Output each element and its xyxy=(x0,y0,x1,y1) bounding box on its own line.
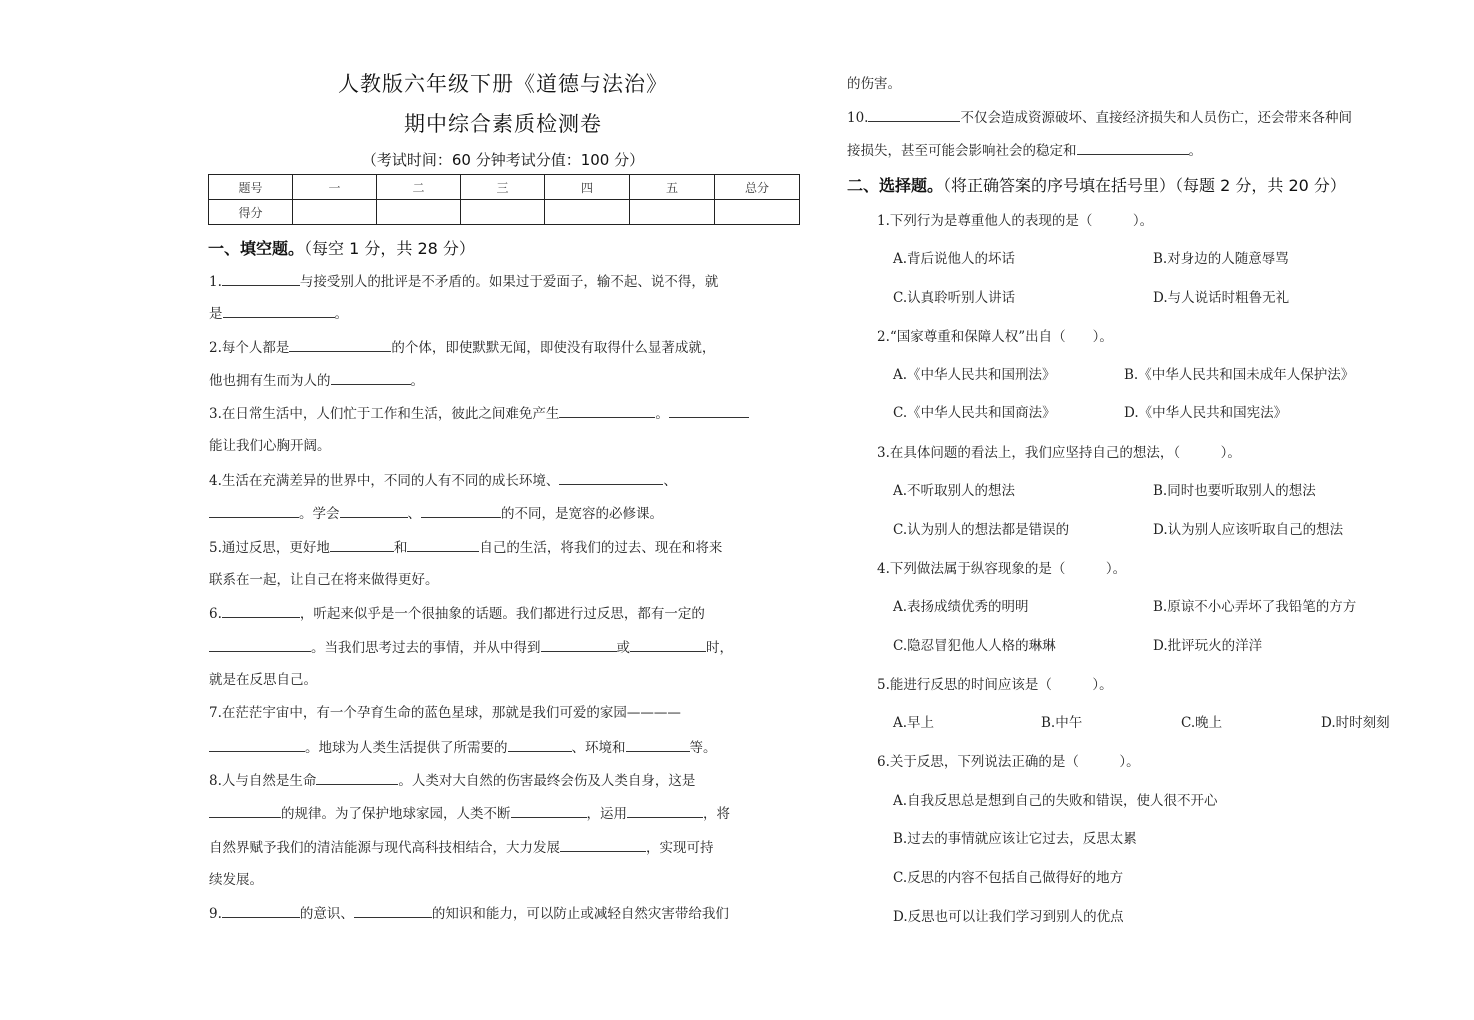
q10-line2 xyxy=(847,140,1202,161)
q6-text: 或 xyxy=(616,640,630,656)
q6-text: ，听起来似乎是一个很抽象的话题。我们都进行过反思，都有一定的 xyxy=(299,606,705,622)
mc-q6-option-b[interactable]: B.过去的事情就应该让它过去，反思太累 xyxy=(893,831,1137,847)
q8-text: 8.人与自然是生命 xyxy=(209,773,317,789)
q6-line1 xyxy=(209,603,799,624)
mc-q5-option-c[interactable]: C.晚上 xyxy=(1181,715,1223,731)
q8-blank-4[interactable] xyxy=(627,803,703,818)
q7-blank-3[interactable] xyxy=(626,737,690,752)
q6-blank-2[interactable] xyxy=(209,637,311,652)
q8-line3 xyxy=(209,837,799,858)
q8-text: 。人类对大自然的伤害最终会伤及人类自身，这是 xyxy=(398,773,696,789)
q8-text: ，运用 xyxy=(586,806,627,822)
q7-text: 7.在茫茫宇宙中，有一个孕育生命的蓝色星球，那就是我们可爱的家园———— xyxy=(209,705,681,721)
q5-blank-1[interactable] xyxy=(330,537,394,552)
q4-text: 的不同，是宽容的必修课。 xyxy=(501,506,663,522)
mc-q5-option-b[interactable]: B.中午 xyxy=(1041,715,1083,731)
q8-blank-1[interactable] xyxy=(316,770,398,785)
mc-q6-option-a[interactable]: A.自我反思总是想到自己的失败和错误，使人很不开心 xyxy=(893,793,1218,809)
q4-blank-1[interactable] xyxy=(559,470,663,485)
q8-text: 续发展。 xyxy=(209,872,263,888)
mc-q5-option-a[interactable]: A.早上 xyxy=(893,715,935,731)
q6-line3 xyxy=(209,670,799,690)
score-table xyxy=(208,174,800,225)
q7-line1 xyxy=(209,703,799,723)
q3-blank-2[interactable] xyxy=(669,403,749,418)
mc-q3-option-c[interactable]: C.认为别人的想法都是错误的 xyxy=(893,522,1070,538)
score-cell[interactable] xyxy=(630,200,715,225)
page-subtitle: 期中综合素质检测卷 xyxy=(404,112,602,136)
q8-line1 xyxy=(209,770,799,791)
mc-q3-option-b[interactable]: B.同时也要听取别人的想法 xyxy=(1153,483,1316,499)
q1-text: 与接受别人的批评是不矛盾的。如果过于爱面子，输不起、说不得，就 xyxy=(299,274,719,290)
score-header-cell: 三 xyxy=(461,175,545,200)
q8-blank-2[interactable] xyxy=(209,803,281,818)
q3-text: 能让我们心胸开阔。 xyxy=(209,438,331,454)
mc-q6-option-c[interactable]: C.反思的内容不包括自己做得好的地方 xyxy=(893,870,1124,886)
score-table-score-row xyxy=(209,200,800,225)
q2-blank-2[interactable] xyxy=(331,370,411,385)
section1-title: 一、填空题。 xyxy=(208,239,305,258)
score-header-cell: 总分 xyxy=(715,175,800,200)
mc-q1-option-d[interactable]: D.与人说话时粗鲁无礼 xyxy=(1153,290,1290,306)
q4-blank-4[interactable] xyxy=(421,503,501,518)
q5-text: 联系在一起，让自己在将来做得更好。 xyxy=(209,572,439,588)
mc-q4-option-b[interactable]: B.原谅不小心弄坏了我铅笔的方方 xyxy=(1153,599,1357,615)
q2-line2 xyxy=(209,370,799,391)
q6-line2 xyxy=(209,637,799,658)
score-header-cell: 四 xyxy=(545,175,630,200)
q1-text: 。 xyxy=(334,306,348,322)
q7-text: 等。 xyxy=(689,740,717,756)
section2-title: 二、选择题。 xyxy=(847,176,944,195)
q3-line2 xyxy=(209,436,799,456)
score-header-cell: 题号 xyxy=(209,175,293,200)
score-cell[interactable] xyxy=(377,200,461,225)
q4-text: 、 xyxy=(407,506,421,522)
q10-text: 。 xyxy=(1188,143,1202,159)
q6-blank-1[interactable] xyxy=(222,603,300,618)
q10-text: 接损失，甚至可能会影响社会的稳定和 xyxy=(847,143,1077,159)
q5-text: 和 xyxy=(393,540,408,556)
score-cell[interactable] xyxy=(545,200,630,225)
mc-q4-option-c[interactable]: C.隐忍冒犯他人人格的琳琳 xyxy=(893,638,1056,654)
q10-text: 不仅会造成资源破坏、直接经济损失和人员伤亡，还会带来各种间 xyxy=(960,110,1352,126)
section2-heading xyxy=(847,173,1346,196)
q2-text: 他也拥有生而为人的 xyxy=(209,373,331,389)
q8-blank-5[interactable] xyxy=(560,837,646,852)
q8-line4 xyxy=(209,870,799,890)
q1-blank-1[interactable] xyxy=(222,271,300,286)
q5-text: 5.通过反思，更好地 xyxy=(209,540,330,556)
q6-blank-4[interactable] xyxy=(630,637,706,652)
q10-line1 xyxy=(847,107,1352,128)
q6-text: 时， xyxy=(706,640,733,656)
score-cell[interactable] xyxy=(715,200,800,225)
q1-blank-2[interactable] xyxy=(223,303,335,318)
q5-blank-2[interactable] xyxy=(407,537,479,552)
q9-text: 的意识、 xyxy=(299,906,354,922)
q3-blank-1[interactable] xyxy=(559,403,655,418)
score-table-header-row xyxy=(209,175,800,200)
q6-text: 。当我们思考过去的事情，并从中得到 xyxy=(311,640,541,656)
q8-text: 自然界赋予我们的清洁能源与现代高科技相结合，大力发展 xyxy=(209,840,560,856)
score-header-cell: 一 xyxy=(293,175,377,200)
q6-text: 就是在反思自己。 xyxy=(209,672,317,688)
q9-blank-2[interactable] xyxy=(354,903,432,918)
q4-line2 xyxy=(209,503,799,524)
score-cell[interactable] xyxy=(293,200,377,225)
mc-q6-option-d[interactable]: D.反思也可以让我们学习到别人的优点 xyxy=(893,909,1124,925)
q1-line2 xyxy=(209,303,799,324)
q7-blank-1[interactable] xyxy=(209,737,305,752)
q9-text: 的伤害。 xyxy=(847,76,901,92)
q8-text: ，实现可持 xyxy=(646,840,714,856)
q5-line1 xyxy=(209,537,799,558)
mc-q6-stem: 6.关于反思，下列说法正确的是（ ）。 xyxy=(877,754,1140,770)
q7-text: 、环境和 xyxy=(571,740,626,756)
q2-blank-1[interactable] xyxy=(289,337,391,352)
score-header-cell: 五 xyxy=(630,175,715,200)
q1-text: 1. xyxy=(209,274,222,290)
mc-q5-stem: 5.能进行反思的时间应该是（ ）。 xyxy=(877,677,1113,693)
q7-blank-2[interactable] xyxy=(508,737,572,752)
mc-q3-option-a[interactable]: A.不听取别人的想法 xyxy=(893,483,1016,499)
q2-line1 xyxy=(209,337,799,358)
q4-text: 4.生活在充满差异的世界中，不同的人有不同的成长环境、 xyxy=(209,473,560,489)
q5-line2 xyxy=(209,570,799,590)
q7-line2 xyxy=(209,737,799,758)
q9-blank-1[interactable] xyxy=(222,903,300,918)
q8-text: ，将 xyxy=(703,806,730,822)
q3-line1 xyxy=(209,403,799,424)
mc-q2-option-c[interactable]: C.《中华人民共和国商法》 xyxy=(893,405,1056,421)
mc-q2-option-b[interactable]: B.《中华人民共和国未成年人保护法》 xyxy=(1124,367,1355,383)
q8-text: 的规律。为了保护地球家园，人类不断 xyxy=(281,806,511,822)
q9-line2 xyxy=(847,74,901,94)
q1-line1 xyxy=(209,271,799,292)
q6-blank-3[interactable] xyxy=(541,637,617,652)
q8-line2 xyxy=(209,803,799,824)
q9-text: 9. xyxy=(209,906,222,922)
mc-q3-option-d[interactable]: D.认为别人应该听取自己的想法 xyxy=(1153,522,1344,538)
exam-info: （考试时间：60 分钟考试分值：100 分） xyxy=(361,151,645,169)
mc-q4-option-d[interactable]: D.批评玩火的洋洋 xyxy=(1153,638,1263,654)
mc-q4-stem: 4.下列做法属于纵容现象的是（ ）。 xyxy=(877,561,1127,577)
score-header-cell: 二 xyxy=(377,175,461,200)
q4-blank-2[interactable] xyxy=(209,503,299,518)
q10-blank-2[interactable] xyxy=(1077,140,1189,155)
q4-blank-3[interactable] xyxy=(340,503,408,518)
section1-note: （每空 1 分，共 28 分） xyxy=(304,239,475,258)
mc-q5-option-d[interactable]: D.时时刻刻 xyxy=(1321,715,1390,731)
q4-text: 、 xyxy=(663,473,677,489)
mc-q1-option-a[interactable]: A.背后说他人的坏话 xyxy=(893,251,1016,267)
q10-blank-1[interactable] xyxy=(868,107,960,122)
q2-text: 。 xyxy=(410,373,424,389)
q6-text: 6. xyxy=(209,606,222,622)
q8-blank-3[interactable] xyxy=(511,803,587,818)
mc-q1-stem: 1.下列行为是尊重他人的表现的是（ ）。 xyxy=(877,213,1154,229)
q2-text: 2.每个人都是 xyxy=(209,340,290,356)
q4-text: 。学会 xyxy=(299,506,340,522)
section1-heading xyxy=(208,236,475,259)
q4-line1 xyxy=(209,470,799,491)
mc-q1-option-b[interactable]: B.对身边的人随意辱骂 xyxy=(1153,251,1289,267)
q9-text: 的知识和能力，可以防止或减轻自然灾害带给我们 xyxy=(431,906,729,922)
mc-q4-option-a[interactable]: A.表扬成绩优秀的明明 xyxy=(893,599,1029,615)
q3-text: 3.在日常生活中，人们忙于工作和生活，彼此之间难免产生 xyxy=(209,406,560,422)
q3-text: 。 xyxy=(655,406,669,422)
q5-text: 自己的生活，将我们的过去、现在和将来 xyxy=(479,540,723,556)
mc-q2-option-a[interactable]: A.《中华人民共和国刑法》 xyxy=(893,367,1056,383)
page-title: 人教版六年级下册《道德与法治》 xyxy=(338,72,668,96)
q9-line1 xyxy=(209,903,799,924)
q2-text: 的个体，即使默默无闻，即使没有取得什么显著成就， xyxy=(391,340,716,356)
q7-text: 。地球为人类生活提供了所需要的 xyxy=(305,740,508,756)
score-row-label: 得分 xyxy=(209,200,293,225)
mc-q3-stem: 3.在具体问题的看法上，我们应坚持自己的想法，（ ）。 xyxy=(877,445,1241,461)
mc-q2-option-d[interactable]: D.《中华人民共和国宪法》 xyxy=(1124,405,1288,421)
mc-q2-stem: 2.“国家尊重和保障人权”出自（ ）。 xyxy=(877,329,1113,345)
section2-note: （将正确答案的序号填在括号里）（每题 2 分，共 20 分） xyxy=(943,176,1346,195)
mc-q1-option-c[interactable]: C.认真聆听别人讲话 xyxy=(893,290,1016,306)
score-cell[interactable] xyxy=(461,200,545,225)
q10-text: 10. xyxy=(847,110,869,126)
q1-text: 是 xyxy=(209,306,223,322)
